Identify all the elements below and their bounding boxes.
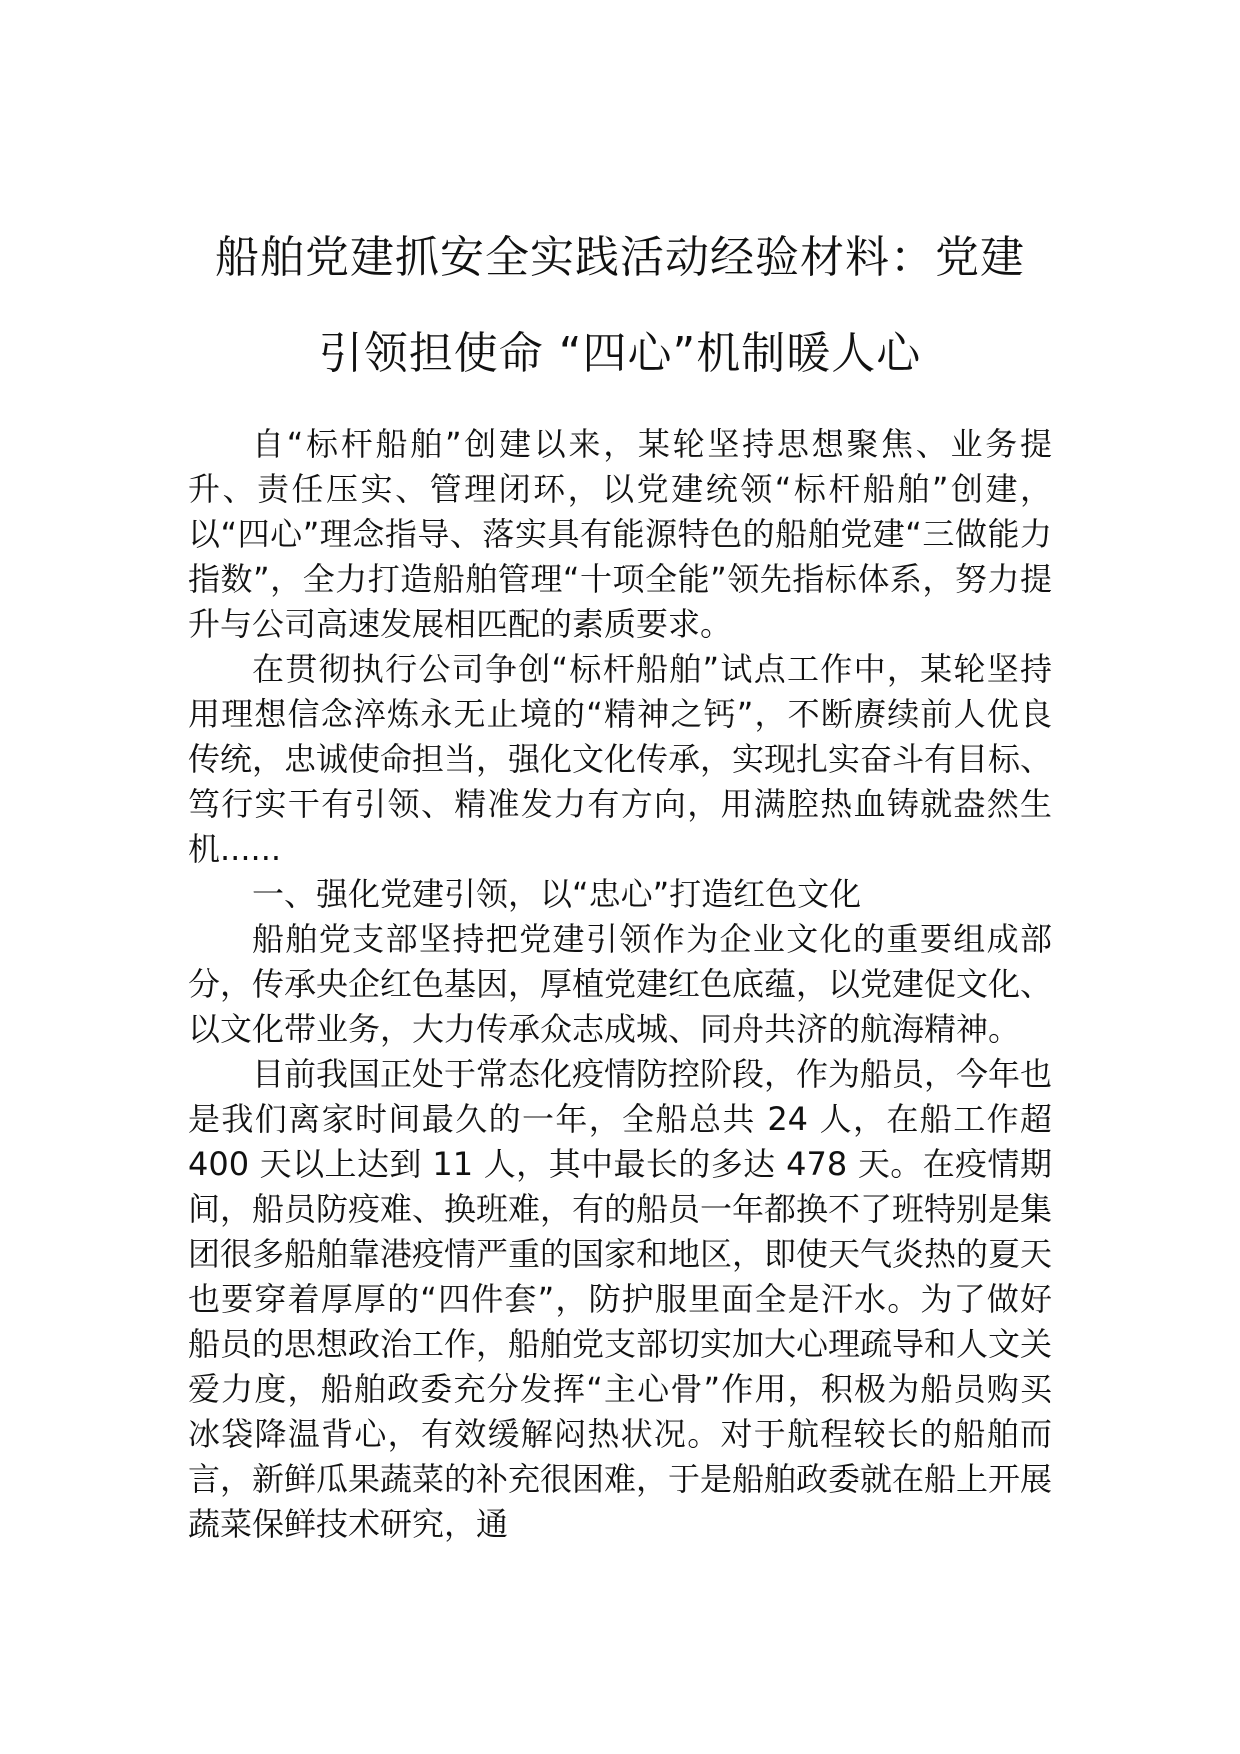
title-line-2: 引领担使命 “四心”机制暖人心 [318,328,922,379]
title-line-1: 船舶党建抓安全实践活动经验材料：党建 [215,232,1025,283]
document-body [188,422,1052,1547]
section1-paragraph-2: 目前我国正处于常态化疫情防控阶段，作为船员，今年也是我们离家时间最久的一年，全船总共 24 人，在船工作超 400 天以上达到 11 人，其中最长的多达 478 天。在疫情期间，船员防疫难、换班难，有的船员一年都换不了班特别是集团很多船舶靠港疫情严重的国家和地区，即使天气炎热的夏天也要穿着厚厚的“四件套”，防护服里面全是汗水。为了做好船员的思想政治工作，船舶党支部切实加大心理疏导和人文关爱力度，船舶政委充分发挥“主心骨”作用，积极为船员购买冰袋降温背心，有效缓解闷热状况。对于航程较长的船舶而言，新鲜瓜果蔬菜的补充很困难，于是船舶政委就在船上开展蔬菜保鲜技术研究，通 [188,1055,1053,1543]
intro-paragraph-1: 自“标杆船舶”创建以来，某轮坚持思想聚焦、业务提升、责任压实、管理闭环，以党建统领“标杆船舶”创建，以“四心”理念指导、落实具有能源特色的船舶党建“三做能力指数”，全力打造船舶管理“十项全能”领先指标体系，努力提升与公司高速发展相匹配的素质要求。 [188,425,1052,643]
section-heading-1: 一、强化党建引领，以“忠心”打造红色文化 [252,875,862,913]
section1-paragraph-1: 船舶党支部坚持把党建引领作为企业文化的重要组成部分，传承央企红色基因，厚植党建红色底蕴，以党建促文化、以文化带业务，大力传承众志成城、同舟共济的航海精神。 [188,920,1053,1048]
intro-paragraph-2: 在贯彻执行公司争创“标杆船舶”试点工作中，某轮坚持用理想信念淬炼永无止境的“精神之钙”，不断赓续前人优良传统，忠诚使命担当，强化文化传承，实现扎实奋斗有目标、笃行实干有引领、精准发力有方向，用满腔热血铸就盎然生机...... [188,650,1053,868]
document-title [180,210,1060,402]
